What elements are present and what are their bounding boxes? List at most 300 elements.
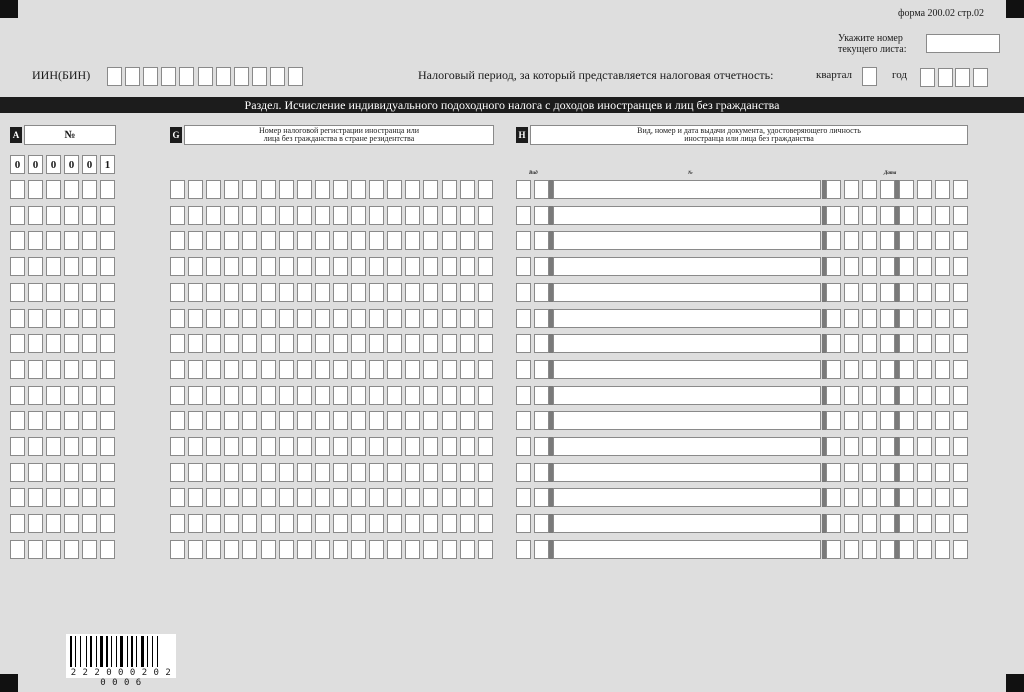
column-g-cell[interactable] [206,231,221,250]
column-a-cell[interactable] [64,206,79,225]
column-a-cell[interactable] [46,463,61,482]
column-h-date-cell[interactable] [917,334,932,353]
column-h-date-cell[interactable] [880,309,895,328]
column-h-date-cell[interactable] [844,309,859,328]
column-g-cell[interactable] [369,334,384,353]
column-a-cell[interactable] [64,283,79,302]
column-a-cell[interactable] [10,206,25,225]
column-h-date-cell[interactable] [917,437,932,456]
column-h-number-field[interactable] [553,283,821,302]
column-h-date-cell[interactable] [953,463,968,482]
column-g-cell[interactable] [170,386,185,405]
column-h-date-cell[interactable] [826,360,841,379]
column-a-cell[interactable] [100,360,115,379]
column-g-cell[interactable] [369,180,384,199]
column-h-date-cell[interactable] [953,283,968,302]
column-g-cell[interactable] [423,283,438,302]
column-g-cell[interactable] [442,180,457,199]
column-g-cell[interactable] [242,283,257,302]
iin-cell[interactable] [270,67,285,86]
column-g-cell[interactable] [387,514,402,533]
column-g-cell[interactable] [478,180,493,199]
column-g-cell[interactable] [261,334,276,353]
column-g-cell[interactable] [387,386,402,405]
column-h-date-cell[interactable] [935,540,950,559]
column-g-cell[interactable] [423,206,438,225]
year-cell[interactable] [955,68,970,87]
column-g-cell[interactable] [460,386,475,405]
column-a-cell[interactable] [46,231,61,250]
column-h-date-cell[interactable] [935,488,950,507]
column-g-cell[interactable] [242,411,257,430]
column-g-cell[interactable] [351,411,366,430]
column-g-cell[interactable] [423,437,438,456]
column-g-cell[interactable] [297,309,312,328]
column-g-cell[interactable] [188,180,203,199]
year-cell[interactable] [938,68,953,87]
column-g-cell[interactable] [261,360,276,379]
column-a-cell[interactable] [100,463,115,482]
column-g-cell[interactable] [297,257,312,276]
column-h-number-field[interactable] [553,180,821,199]
column-h-number-field[interactable] [553,411,821,430]
column-g-cell[interactable] [442,540,457,559]
column-g-cell[interactable] [442,334,457,353]
column-h-date-cell[interactable] [953,437,968,456]
column-h-date-cell[interactable] [862,411,877,430]
column-h-date-cell[interactable] [862,488,877,507]
column-h-date-cell[interactable] [880,386,895,405]
column-a-cell[interactable] [10,386,25,405]
column-g-cell[interactable] [188,283,203,302]
column-g-cell[interactable] [405,334,420,353]
column-a-cell[interactable] [28,206,43,225]
column-h-date-cell[interactable] [844,360,859,379]
column-g-cell[interactable] [315,231,330,250]
column-g-cell[interactable] [315,463,330,482]
column-h-date-cell[interactable] [826,411,841,430]
column-h-date-cell[interactable] [826,386,841,405]
column-g-cell[interactable] [460,488,475,507]
column-g-cell[interactable] [369,386,384,405]
column-g-cell[interactable] [315,514,330,533]
column-g-cell[interactable] [315,309,330,328]
column-g-cell[interactable] [188,463,203,482]
column-h-date-cell[interactable] [917,386,932,405]
first-row-digit[interactable]: 0 [46,155,61,174]
column-h-date-cell[interactable] [899,411,914,430]
column-g-cell[interactable] [369,540,384,559]
column-a-cell[interactable] [28,386,43,405]
column-h-date-cell[interactable] [862,386,877,405]
column-g-cell[interactable] [279,309,294,328]
column-a-cell[interactable] [64,257,79,276]
column-g-cell[interactable] [405,231,420,250]
column-g-cell[interactable] [170,437,185,456]
column-g-cell[interactable] [442,514,457,533]
column-a-cell[interactable] [28,231,43,250]
column-a-cell[interactable] [10,437,25,456]
column-a-cell[interactable] [28,334,43,353]
column-h-date-cell[interactable] [953,206,968,225]
column-g-cell[interactable] [242,386,257,405]
column-g-cell[interactable] [297,334,312,353]
iin-cell[interactable] [252,67,267,86]
column-g-cell[interactable] [170,488,185,507]
column-a-cell[interactable] [82,360,97,379]
year-cell[interactable] [973,68,988,87]
column-g-cell[interactable] [224,257,239,276]
column-a-cell[interactable] [100,386,115,405]
column-g-cell[interactable] [333,283,348,302]
column-g-cell[interactable] [369,411,384,430]
column-a-cell[interactable] [64,463,79,482]
column-a-cell[interactable] [100,309,115,328]
column-g-cell[interactable] [206,411,221,430]
column-h-date-cell[interactable] [935,231,950,250]
column-h-date-cell[interactable] [862,514,877,533]
column-g-cell[interactable] [224,309,239,328]
first-row-digit[interactable]: 1 [100,155,115,174]
column-g-cell[interactable] [351,360,366,379]
column-h-date-cell[interactable] [862,437,877,456]
column-a-cell[interactable] [64,231,79,250]
column-a-cell[interactable] [64,334,79,353]
column-g-cell[interactable] [315,540,330,559]
column-h-date-cell[interactable] [826,540,841,559]
column-g-cell[interactable] [188,411,203,430]
column-g-cell[interactable] [423,180,438,199]
column-g-cell[interactable] [442,206,457,225]
column-h-date-cell[interactable] [917,514,932,533]
column-g-cell[interactable] [423,360,438,379]
column-g-cell[interactable] [387,309,402,328]
column-h-number-field[interactable] [553,206,821,225]
column-h-type-cell[interactable] [534,206,549,225]
column-h-type-cell[interactable] [516,334,531,353]
column-g-cell[interactable] [261,540,276,559]
column-g-cell[interactable] [206,463,221,482]
column-a-cell[interactable] [28,309,43,328]
column-h-date-cell[interactable] [899,514,914,533]
column-g-cell[interactable] [405,257,420,276]
column-h-date-cell[interactable] [844,283,859,302]
column-h-date-cell[interactable] [953,540,968,559]
quarter-field[interactable] [862,67,877,86]
column-h-date-cell[interactable] [899,283,914,302]
column-g-cell[interactable] [224,514,239,533]
column-g-cell[interactable] [297,437,312,456]
column-g-cell[interactable] [387,411,402,430]
column-g-cell[interactable] [333,463,348,482]
column-g-cell[interactable] [279,180,294,199]
column-h-date-cell[interactable] [844,231,859,250]
column-g-cell[interactable] [224,463,239,482]
column-g-cell[interactable] [206,386,221,405]
column-a-cell[interactable] [46,257,61,276]
column-g-cell[interactable] [478,463,493,482]
column-h-type-cell[interactable] [534,540,549,559]
column-g-cell[interactable] [460,231,475,250]
column-h-date-cell[interactable] [862,334,877,353]
column-g-cell[interactable] [242,360,257,379]
column-h-date-cell[interactable] [862,231,877,250]
column-a-cell[interactable] [46,386,61,405]
column-g-cell[interactable] [242,257,257,276]
column-g-cell[interactable] [460,180,475,199]
column-h-type-cell[interactable] [534,283,549,302]
column-h-date-cell[interactable] [953,488,968,507]
column-h-date-cell[interactable] [880,334,895,353]
column-a-cell[interactable] [28,540,43,559]
column-g-cell[interactable] [423,309,438,328]
column-a-cell[interactable] [64,514,79,533]
column-g-cell[interactable] [387,540,402,559]
column-g-cell[interactable] [387,360,402,379]
column-g-cell[interactable] [333,231,348,250]
column-g-cell[interactable] [242,437,257,456]
column-g-cell[interactable] [333,488,348,507]
column-g-cell[interactable] [188,540,203,559]
column-h-date-cell[interactable] [844,386,859,405]
column-g-cell[interactable] [224,360,239,379]
iin-cell[interactable] [216,67,231,86]
column-g-cell[interactable] [333,257,348,276]
column-a-cell[interactable] [28,257,43,276]
column-g-cell[interactable] [423,463,438,482]
column-h-type-cell[interactable] [516,360,531,379]
column-g-cell[interactable] [315,180,330,199]
column-h-type-cell[interactable] [516,514,531,533]
column-g-cell[interactable] [387,231,402,250]
column-h-number-field[interactable] [553,514,821,533]
column-g-cell[interactable] [333,334,348,353]
column-a-cell[interactable] [64,180,79,199]
column-h-date-cell[interactable] [826,514,841,533]
column-g-cell[interactable] [423,334,438,353]
column-h-number-field[interactable] [553,360,821,379]
column-h-date-cell[interactable] [826,257,841,276]
column-h-type-cell[interactable] [534,257,549,276]
column-a-cell[interactable] [28,437,43,456]
column-a-cell[interactable] [82,540,97,559]
column-g-cell[interactable] [224,231,239,250]
column-g-cell[interactable] [333,309,348,328]
iin-cell[interactable] [143,67,158,86]
column-g-cell[interactable] [315,257,330,276]
column-g-cell[interactable] [261,514,276,533]
column-a-cell[interactable] [100,514,115,533]
column-g-cell[interactable] [206,309,221,328]
column-g-cell[interactable] [170,231,185,250]
column-g-cell[interactable] [279,283,294,302]
column-h-date-cell[interactable] [826,463,841,482]
column-g-cell[interactable] [242,309,257,328]
column-h-date-cell[interactable] [862,540,877,559]
column-h-date-cell[interactable] [935,386,950,405]
column-h-type-cell[interactable] [516,283,531,302]
column-g-cell[interactable] [188,437,203,456]
column-a-cell[interactable] [82,206,97,225]
column-h-date-cell[interactable] [826,309,841,328]
column-g-cell[interactable] [242,488,257,507]
column-h-date-cell[interactable] [880,283,895,302]
column-h-date-cell[interactable] [880,463,895,482]
column-g-cell[interactable] [297,411,312,430]
column-a-cell[interactable] [46,411,61,430]
column-g-cell[interactable] [405,463,420,482]
column-h-number-field[interactable] [553,257,821,276]
column-g-cell[interactable] [405,283,420,302]
column-a-cell[interactable] [46,206,61,225]
column-g-cell[interactable] [242,334,257,353]
first-row-digit[interactable]: 0 [64,155,79,174]
iin-cell[interactable] [161,67,176,86]
column-g-cell[interactable] [442,360,457,379]
column-g-cell[interactable] [460,257,475,276]
column-g-cell[interactable] [315,360,330,379]
column-g-cell[interactable] [188,488,203,507]
column-a-cell[interactable] [100,231,115,250]
column-g-cell[interactable] [188,334,203,353]
column-g-cell[interactable] [188,257,203,276]
column-h-date-cell[interactable] [917,283,932,302]
column-h-date-cell[interactable] [953,360,968,379]
column-a-cell[interactable] [28,514,43,533]
column-h-date-cell[interactable] [880,231,895,250]
column-g-cell[interactable] [297,463,312,482]
column-a-cell[interactable] [28,488,43,507]
column-h-date-cell[interactable] [899,231,914,250]
column-h-type-cell[interactable] [534,514,549,533]
column-g-cell[interactable] [387,257,402,276]
column-h-date-cell[interactable] [899,309,914,328]
iin-cell[interactable] [234,67,249,86]
column-h-number-field[interactable] [553,231,821,250]
column-g-cell[interactable] [224,437,239,456]
column-a-cell[interactable] [46,514,61,533]
column-h-date-cell[interactable] [953,309,968,328]
column-h-number-field[interactable] [553,540,821,559]
column-g-cell[interactable] [261,180,276,199]
column-g-cell[interactable] [478,283,493,302]
column-g-cell[interactable] [279,411,294,430]
column-g-cell[interactable] [333,386,348,405]
column-g-cell[interactable] [297,360,312,379]
column-g-cell[interactable] [206,540,221,559]
column-h-number-field[interactable] [553,488,821,507]
column-a-cell[interactable] [28,411,43,430]
column-g-cell[interactable] [170,514,185,533]
column-g-cell[interactable] [279,360,294,379]
column-h-type-cell[interactable] [534,386,549,405]
column-g-cell[interactable] [478,360,493,379]
column-a-cell[interactable] [10,257,25,276]
column-g-cell[interactable] [369,488,384,507]
column-h-number-field[interactable] [553,334,821,353]
column-g-cell[interactable] [387,488,402,507]
column-a-cell[interactable] [64,411,79,430]
column-g-cell[interactable] [460,514,475,533]
column-g-cell[interactable] [206,360,221,379]
column-g-cell[interactable] [279,231,294,250]
column-g-cell[interactable] [261,206,276,225]
column-a-cell[interactable] [82,257,97,276]
column-g-cell[interactable] [460,206,475,225]
column-h-date-cell[interactable] [953,180,968,199]
column-g-cell[interactable] [279,257,294,276]
column-h-type-cell[interactable] [534,180,549,199]
column-h-date-cell[interactable] [917,411,932,430]
column-g-cell[interactable] [297,540,312,559]
column-g-cell[interactable] [460,437,475,456]
column-g-cell[interactable] [333,540,348,559]
column-h-date-cell[interactable] [935,360,950,379]
column-g-cell[interactable] [206,180,221,199]
column-g-cell[interactable] [478,411,493,430]
column-h-date-cell[interactable] [880,411,895,430]
column-h-date-cell[interactable] [935,180,950,199]
column-a-cell[interactable] [100,540,115,559]
column-h-date-cell[interactable] [899,206,914,225]
column-h-date-cell[interactable] [899,488,914,507]
column-h-date-cell[interactable] [862,360,877,379]
column-a-cell[interactable] [46,309,61,328]
column-g-cell[interactable] [369,463,384,482]
column-h-date-cell[interactable] [880,540,895,559]
column-g-cell[interactable] [224,488,239,507]
column-a-cell[interactable] [46,540,61,559]
column-g-cell[interactable] [460,463,475,482]
column-h-date-cell[interactable] [899,180,914,199]
column-a-cell[interactable] [100,206,115,225]
column-h-date-cell[interactable] [826,437,841,456]
column-g-cell[interactable] [460,411,475,430]
column-g-cell[interactable] [405,540,420,559]
column-g-cell[interactable] [297,514,312,533]
first-row-digit[interactable]: 0 [82,155,97,174]
iin-cell[interactable] [198,67,213,86]
column-h-type-cell[interactable] [516,309,531,328]
column-a-cell[interactable] [10,488,25,507]
column-h-date-cell[interactable] [880,360,895,379]
column-g-cell[interactable] [170,283,185,302]
column-g-cell[interactable] [423,514,438,533]
column-g-cell[interactable] [478,206,493,225]
column-g-cell[interactable] [369,514,384,533]
column-g-cell[interactable] [442,488,457,507]
column-h-date-cell[interactable] [917,231,932,250]
column-g-cell[interactable] [315,411,330,430]
column-g-cell[interactable] [351,206,366,225]
column-h-type-cell[interactable] [516,206,531,225]
column-g-cell[interactable] [478,386,493,405]
column-h-date-cell[interactable] [844,411,859,430]
column-g-cell[interactable] [351,540,366,559]
column-g-cell[interactable] [351,437,366,456]
column-g-cell[interactable] [279,334,294,353]
column-a-cell[interactable] [10,283,25,302]
column-h-date-cell[interactable] [844,463,859,482]
column-g-cell[interactable] [333,437,348,456]
column-g-cell[interactable] [369,437,384,456]
column-h-date-cell[interactable] [862,257,877,276]
column-g-cell[interactable] [261,257,276,276]
column-g-cell[interactable] [279,386,294,405]
column-h-date-cell[interactable] [844,206,859,225]
column-g-cell[interactable] [442,231,457,250]
column-g-cell[interactable] [405,411,420,430]
